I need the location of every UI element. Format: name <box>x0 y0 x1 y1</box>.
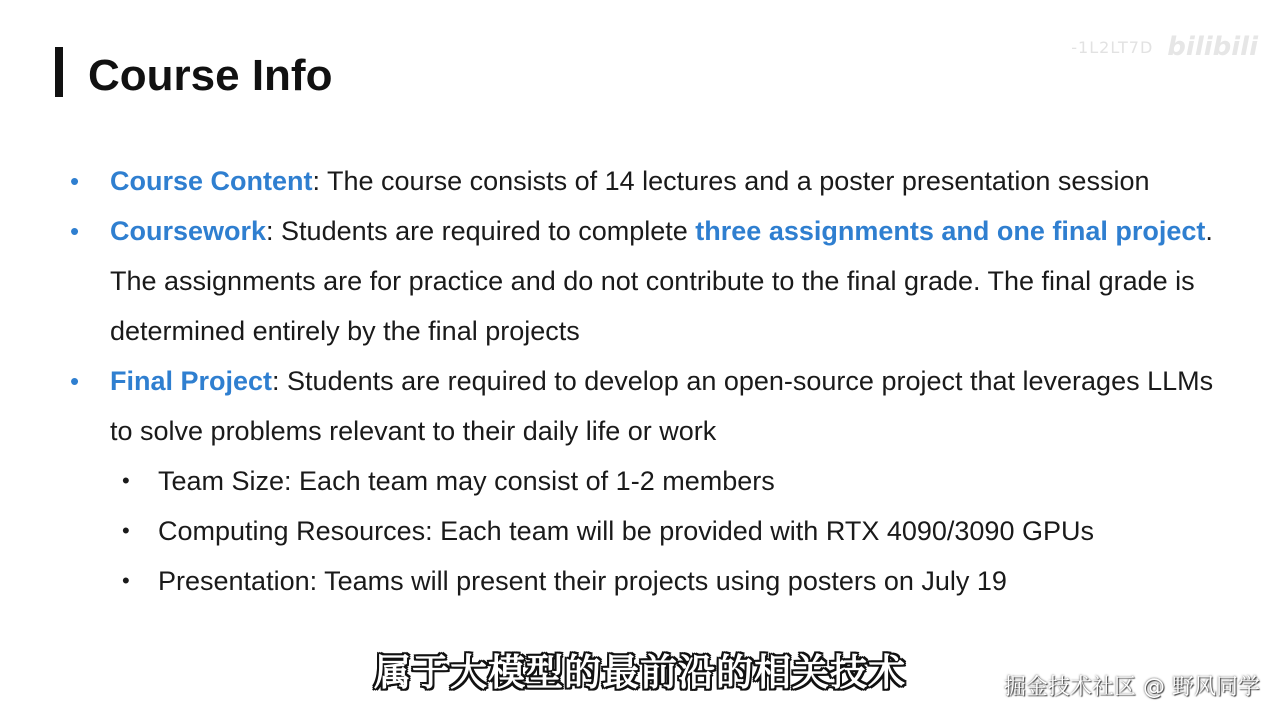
bullet-dot-icon: • <box>70 216 80 246</box>
bullet-key: Course Content <box>110 166 313 196</box>
bullet-key: Final Project <box>110 366 273 396</box>
bullet-list <box>0 156 1280 606</box>
sub-bullet-dot-icon: • <box>122 518 130 543</box>
sub-item-text: Presentation: Teams will present their projects using posters on July 19 <box>158 566 1007 596</box>
sub-bullet-dot-icon: • <box>122 468 130 493</box>
sub-bullet-dot-icon: • <box>122 568 130 593</box>
bullet-dot-icon: • <box>70 166 80 196</box>
bullet-text: : The course consists of 14 lectures and a poster presentation session <box>312 166 1150 196</box>
credit-watermark: 掘金技术社区 @ 野风同学 <box>1004 675 1260 700</box>
video-subtitle: 属于大模型的最前沿的相关技术 <box>374 651 906 694</box>
bullet-highlight: three assignments and one final project <box>695 216 1206 246</box>
title-accent-bar <box>55 47 63 97</box>
bullet-dot-icon: • <box>70 366 80 396</box>
bullet-final-project <box>0 356 1280 456</box>
video-watermark <box>1028 30 1258 64</box>
bullet-text-after: . The assignments are for practice and do not contribute to the final grade. The final grade is determined entirely by the final projects <box>110 216 1213 346</box>
sub-item-team-size <box>0 456 1280 506</box>
bullet-text: : Students are required to develop an open-source project that leverages LLMs to solve problems relevant to their daily life or work <box>110 366 1214 446</box>
sub-item-text: Computing Resources: Each team will be provided with RTX 4090/3090 GPUs <box>158 516 1094 546</box>
watermark-id: -1L2LT7D <box>1071 37 1154 57</box>
bilibili-logo: bilibili <box>1167 32 1258 62</box>
sub-item-presentation <box>0 556 1280 606</box>
bullet-key: Coursework <box>110 216 267 246</box>
sub-item-computing-resources <box>0 506 1280 556</box>
bullet-coursework <box>0 206 1280 356</box>
bullet-course-content <box>0 156 1280 206</box>
bullet-text: : Students are required to complete <box>266 216 696 246</box>
slide-title: Course Info <box>88 51 333 100</box>
sub-item-text: Team Size: Each team may consist of 1-2 members <box>158 466 775 496</box>
